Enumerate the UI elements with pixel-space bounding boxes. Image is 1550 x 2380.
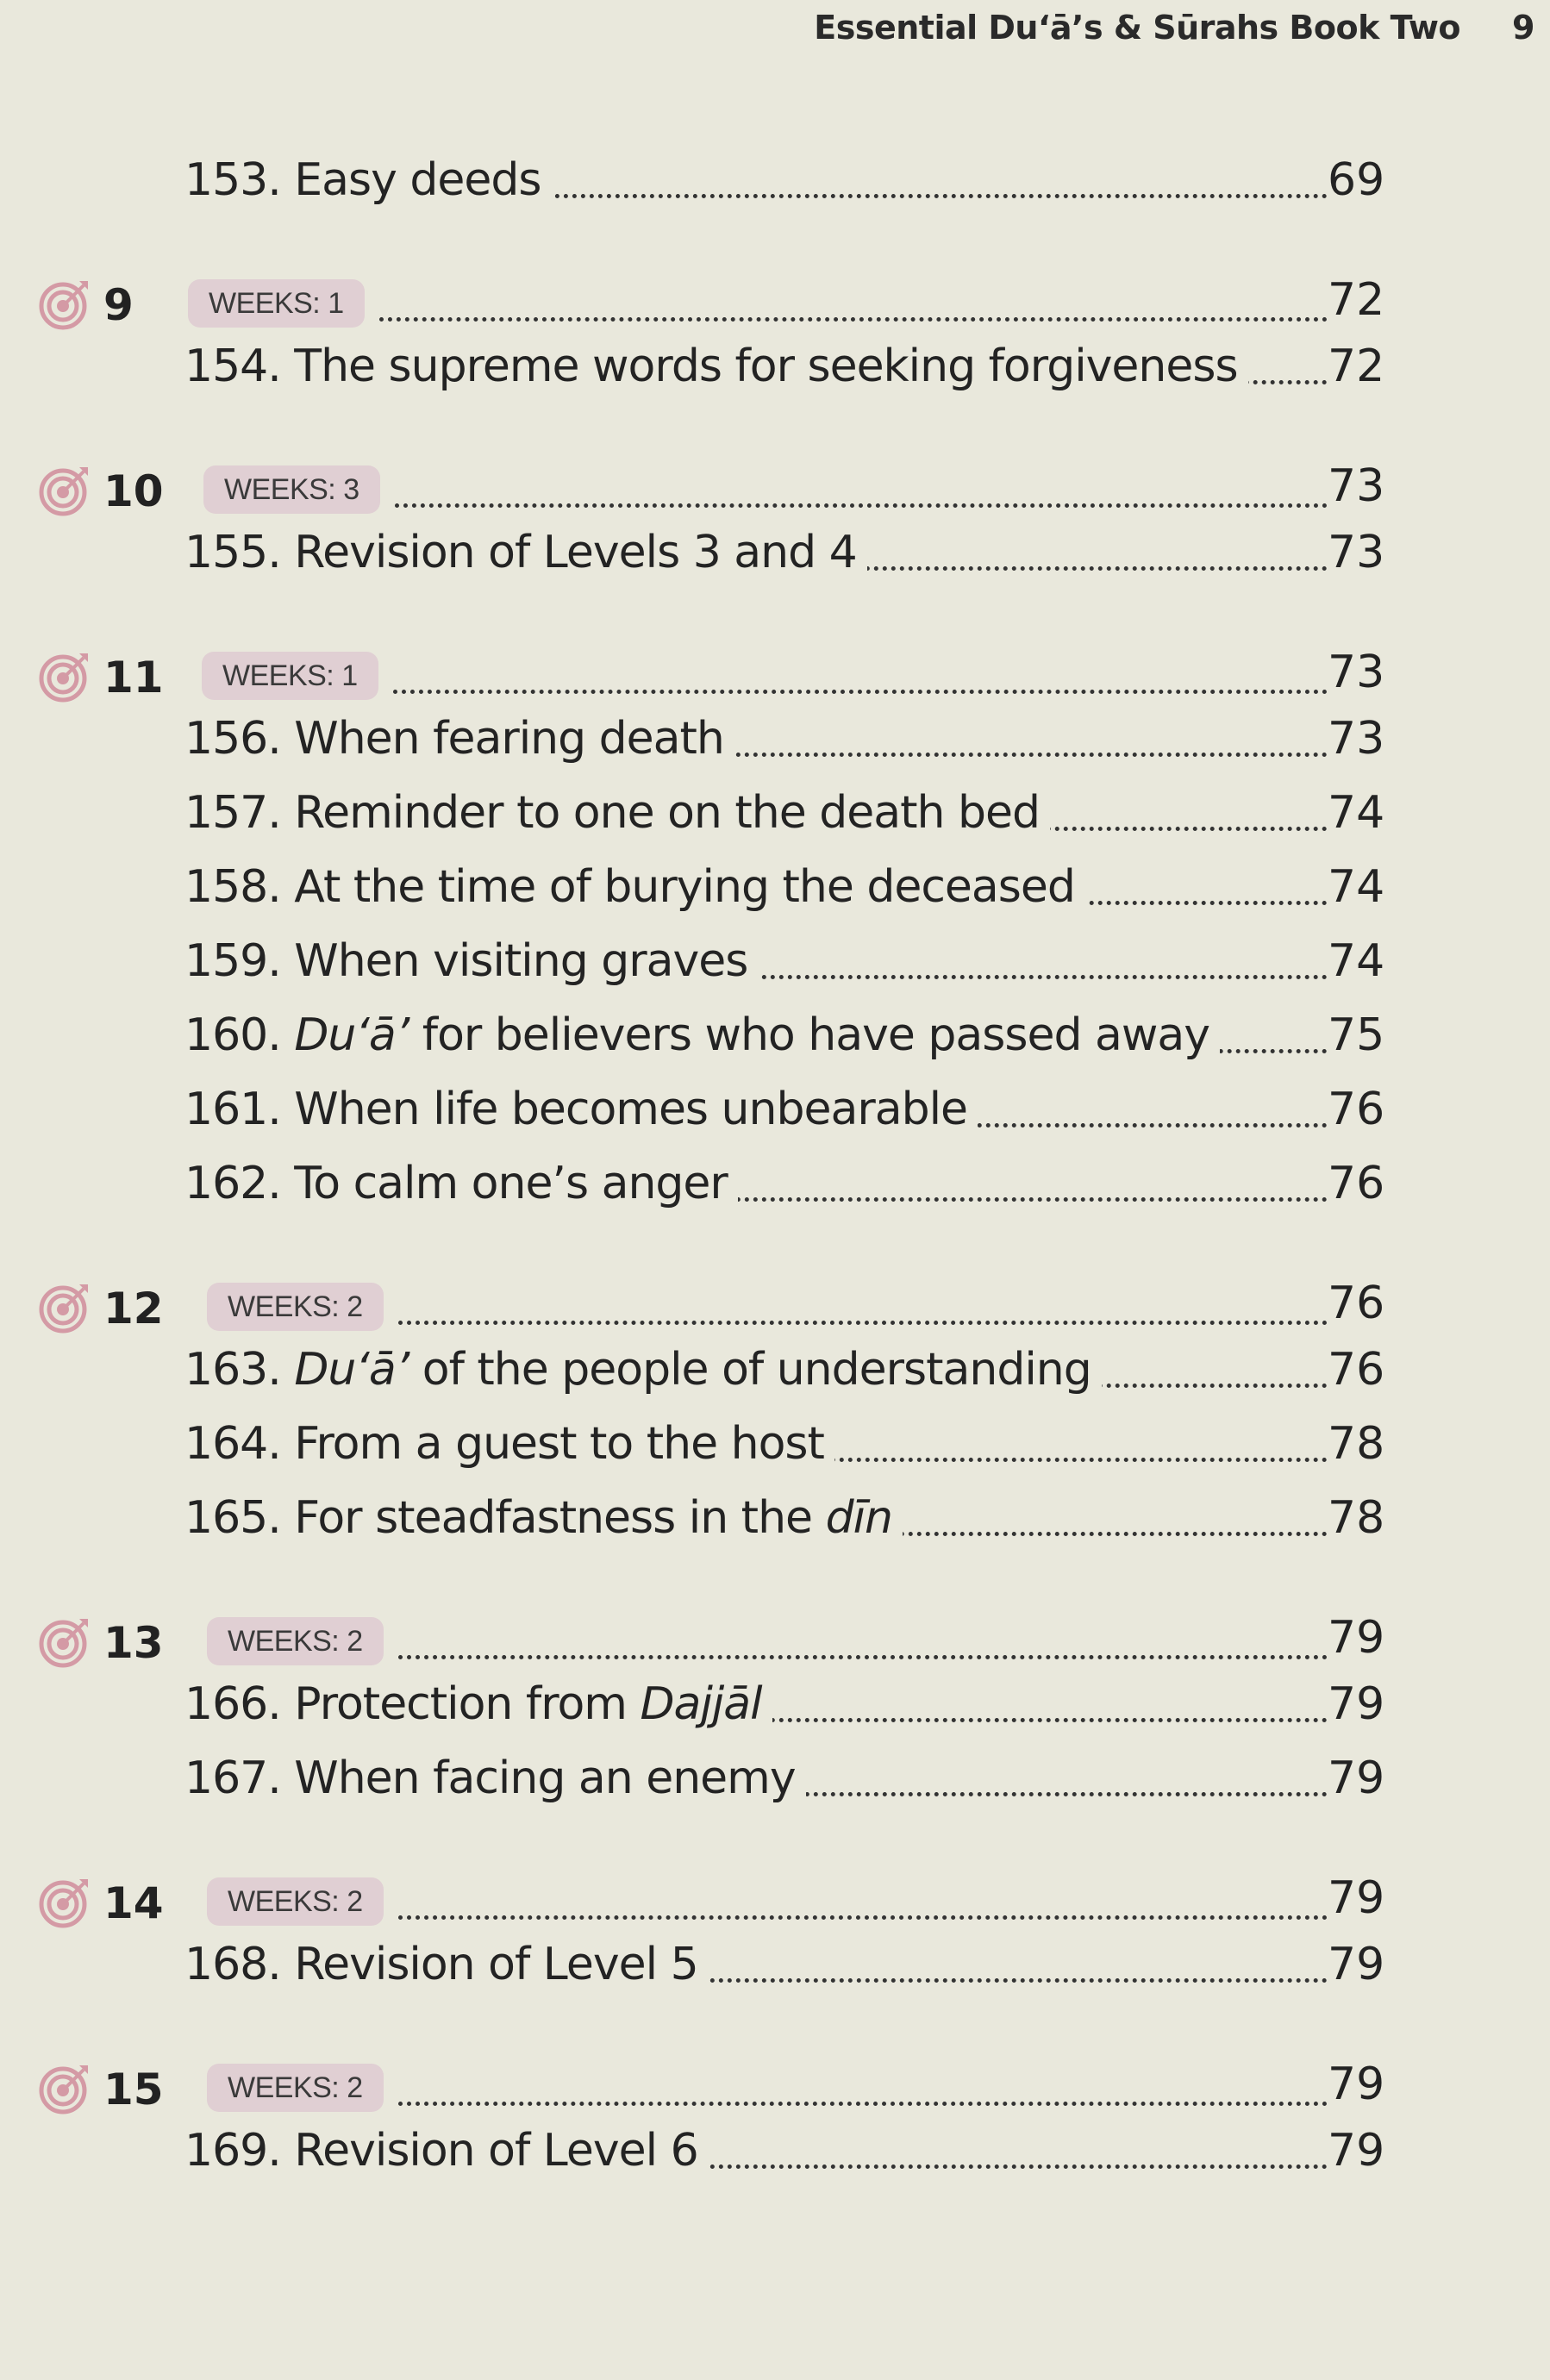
toc-entry-title xyxy=(184,340,1248,393)
toc-entry[interactable] xyxy=(0,1929,1550,2003)
toc-entry-title xyxy=(184,526,867,579)
toc-entry-title xyxy=(184,712,734,765)
entry-title-text: 158. At the time of burying the deceased xyxy=(184,861,1075,913)
weeks-badge: WEEKS: 2 xyxy=(207,1617,384,1665)
level-heading[interactable]: 14 WEEKS: 2 79 xyxy=(0,1867,1550,1929)
toc-entry-page: 76 xyxy=(1328,1158,1385,1209)
toc-entry-title xyxy=(184,1677,772,1731)
toc-entry-title xyxy=(184,1491,903,1545)
page-number: 9 xyxy=(1512,9,1534,47)
level-heading[interactable]: 10 WEEKS: 3 73 xyxy=(0,455,1550,517)
toc-entry[interactable] xyxy=(0,926,1550,1000)
entry-title-text: 156. When fearing death xyxy=(184,713,724,765)
toc-entry-page: 78 xyxy=(1328,1418,1385,1470)
toc-entry[interactable] xyxy=(0,1074,1550,1148)
toc-entry[interactable] xyxy=(0,1483,1550,1557)
level-number: 11 xyxy=(103,653,164,703)
toc-entry-title xyxy=(184,1157,738,1210)
toc-entry[interactable] xyxy=(0,1743,1550,1817)
target-icon xyxy=(38,1281,91,1334)
level-heading[interactable]: 13 WEEKS: 2 79 xyxy=(0,1607,1550,1669)
toc-entry-title xyxy=(184,1752,806,1805)
dot-leader xyxy=(398,1655,1328,1659)
toc-entry-title xyxy=(184,1343,1102,1396)
entry-title-text: 164. From a guest to the host xyxy=(184,1418,824,1470)
entry-title-italic-term: dīn xyxy=(825,1492,892,1544)
entry-title-text: 166. Protection from xyxy=(184,1678,641,1730)
toc-entry[interactable] xyxy=(0,1334,1550,1409)
level-heading[interactable]: 12 WEEKS: 2 76 xyxy=(0,1272,1550,1334)
toc-entry-title xyxy=(184,786,1050,840)
target-icon xyxy=(38,1615,91,1669)
level-number: 13 xyxy=(103,1618,164,1668)
toc-entry-title xyxy=(184,2124,709,2177)
level-number: 12 xyxy=(103,1284,164,1334)
toc-entry-title xyxy=(184,934,758,988)
dot-leader xyxy=(379,317,1328,322)
toc-entry-page: 69 xyxy=(1328,154,1385,206)
target-icon xyxy=(38,2062,91,2115)
level-heading[interactable]: 9 WEEKS: 1 72 xyxy=(0,269,1550,331)
toc-entry-page: 74 xyxy=(1328,787,1385,839)
dot-leader xyxy=(398,2102,1328,2106)
entry-title-text: 162. To calm one’s anger xyxy=(184,1158,728,1209)
toc-entry[interactable] xyxy=(0,1669,1550,1743)
entry-title-text: 169. Revision of Level 6 xyxy=(184,2125,698,2177)
level-heading[interactable]: 11 WEEKS: 1 73 xyxy=(0,641,1550,703)
toc-entry-page: 76 xyxy=(1328,1084,1385,1135)
toc-entry-page: 72 xyxy=(1328,340,1385,392)
toc-entry-title xyxy=(184,1938,709,1991)
toc-entry-page: 79 xyxy=(1328,2125,1385,2177)
toc-entry[interactable] xyxy=(0,145,1550,219)
toc-entry-title xyxy=(184,1083,978,1136)
entry-title-text: 165. For steadfastness in the xyxy=(184,1492,826,1544)
weeks-badge: WEEKS: 2 xyxy=(207,1283,384,1331)
toc-entry[interactable] xyxy=(0,331,1550,405)
toc-entry-title xyxy=(184,860,1085,914)
table-of-contents xyxy=(0,145,1550,2189)
weeks-badge: WEEKS: 1 xyxy=(202,652,378,700)
toc-entry-page: 76 xyxy=(1328,1344,1385,1396)
entry-title-italic-term: Du‘ā’ xyxy=(294,1344,409,1396)
target-icon xyxy=(38,278,91,331)
dot-leader xyxy=(393,690,1328,694)
toc-entry-page: 75 xyxy=(1328,1009,1385,1061)
entry-title-text: 163. xyxy=(184,1344,295,1396)
running-header xyxy=(814,9,1534,47)
book-title: Essential Du‘ā’s & Sūrahs Book Two xyxy=(814,9,1461,47)
target-icon xyxy=(38,1876,91,1929)
entry-title-text: 154. The supreme words for seeking forgiveness xyxy=(184,340,1238,392)
level-heading[interactable]: 15 WEEKS: 2 79 xyxy=(0,2053,1550,2115)
entry-title-text: 161. When life becomes unbearable xyxy=(184,1084,968,1135)
toc-entry-page: 79 xyxy=(1328,1678,1385,1730)
entry-title-italic-term: Dajjāl xyxy=(640,1678,762,1730)
entry-title-text: of the people of understanding xyxy=(409,1344,1091,1396)
level-number: 15 xyxy=(103,2065,164,2115)
dot-leader xyxy=(395,503,1328,508)
entry-title-text: 160. xyxy=(184,1009,295,1061)
entry-title-italic-term: Du‘ā’ xyxy=(294,1009,409,1061)
weeks-badge: WEEKS: 2 xyxy=(207,1877,384,1926)
level-number: 14 xyxy=(103,1878,164,1928)
dot-leader xyxy=(398,1915,1328,1920)
target-icon xyxy=(38,464,91,517)
weeks-badge: WEEKS: 2 xyxy=(207,2064,384,2112)
toc-entry[interactable] xyxy=(0,778,1550,852)
toc-entry-title: 153. Easy deeds xyxy=(184,153,552,207)
toc-entry-page: 79 xyxy=(1328,1939,1385,1990)
weeks-badge: WEEKS: 3 xyxy=(203,465,380,514)
toc-entry-page: 73 xyxy=(1328,527,1385,578)
toc-entry-page: 79 xyxy=(1328,1752,1385,1804)
toc-entry[interactable] xyxy=(0,703,1550,778)
entry-title-text: for believers who have passed away xyxy=(409,1009,1210,1061)
toc-entry-page: 74 xyxy=(1328,935,1385,987)
toc-entry[interactable] xyxy=(0,852,1550,926)
entry-title-text: 155. Revision of Levels 3 and 4 xyxy=(184,527,857,578)
level-number: 10 xyxy=(103,466,164,516)
dot-leader xyxy=(398,1321,1328,1325)
toc-entry[interactable] xyxy=(0,1148,1550,1222)
weeks-badge: WEEKS: 1 xyxy=(188,279,365,328)
toc-entry-title xyxy=(184,1417,834,1471)
toc-entry[interactable] xyxy=(0,517,1550,591)
entry-title-text: 159. When visiting graves xyxy=(184,935,748,987)
toc-entry-title xyxy=(184,1009,1220,1062)
toc-entry[interactable] xyxy=(0,2115,1550,2189)
entry-title-text: 167. When facing an enemy xyxy=(184,1752,796,1804)
level-number: 9 xyxy=(103,280,134,330)
toc-entry-page: 73 xyxy=(1328,713,1385,765)
target-icon xyxy=(38,650,91,703)
entry-title-text: 157. Reminder to one on the death bed xyxy=(184,787,1041,839)
toc-entry-page: 78 xyxy=(1328,1492,1385,1544)
entry-title-text: 168. Revision of Level 5 xyxy=(184,1939,698,1990)
toc-entry[interactable] xyxy=(0,1000,1550,1074)
toc-entry[interactable] xyxy=(0,1409,1550,1483)
toc-entry-page: 74 xyxy=(1328,861,1385,913)
